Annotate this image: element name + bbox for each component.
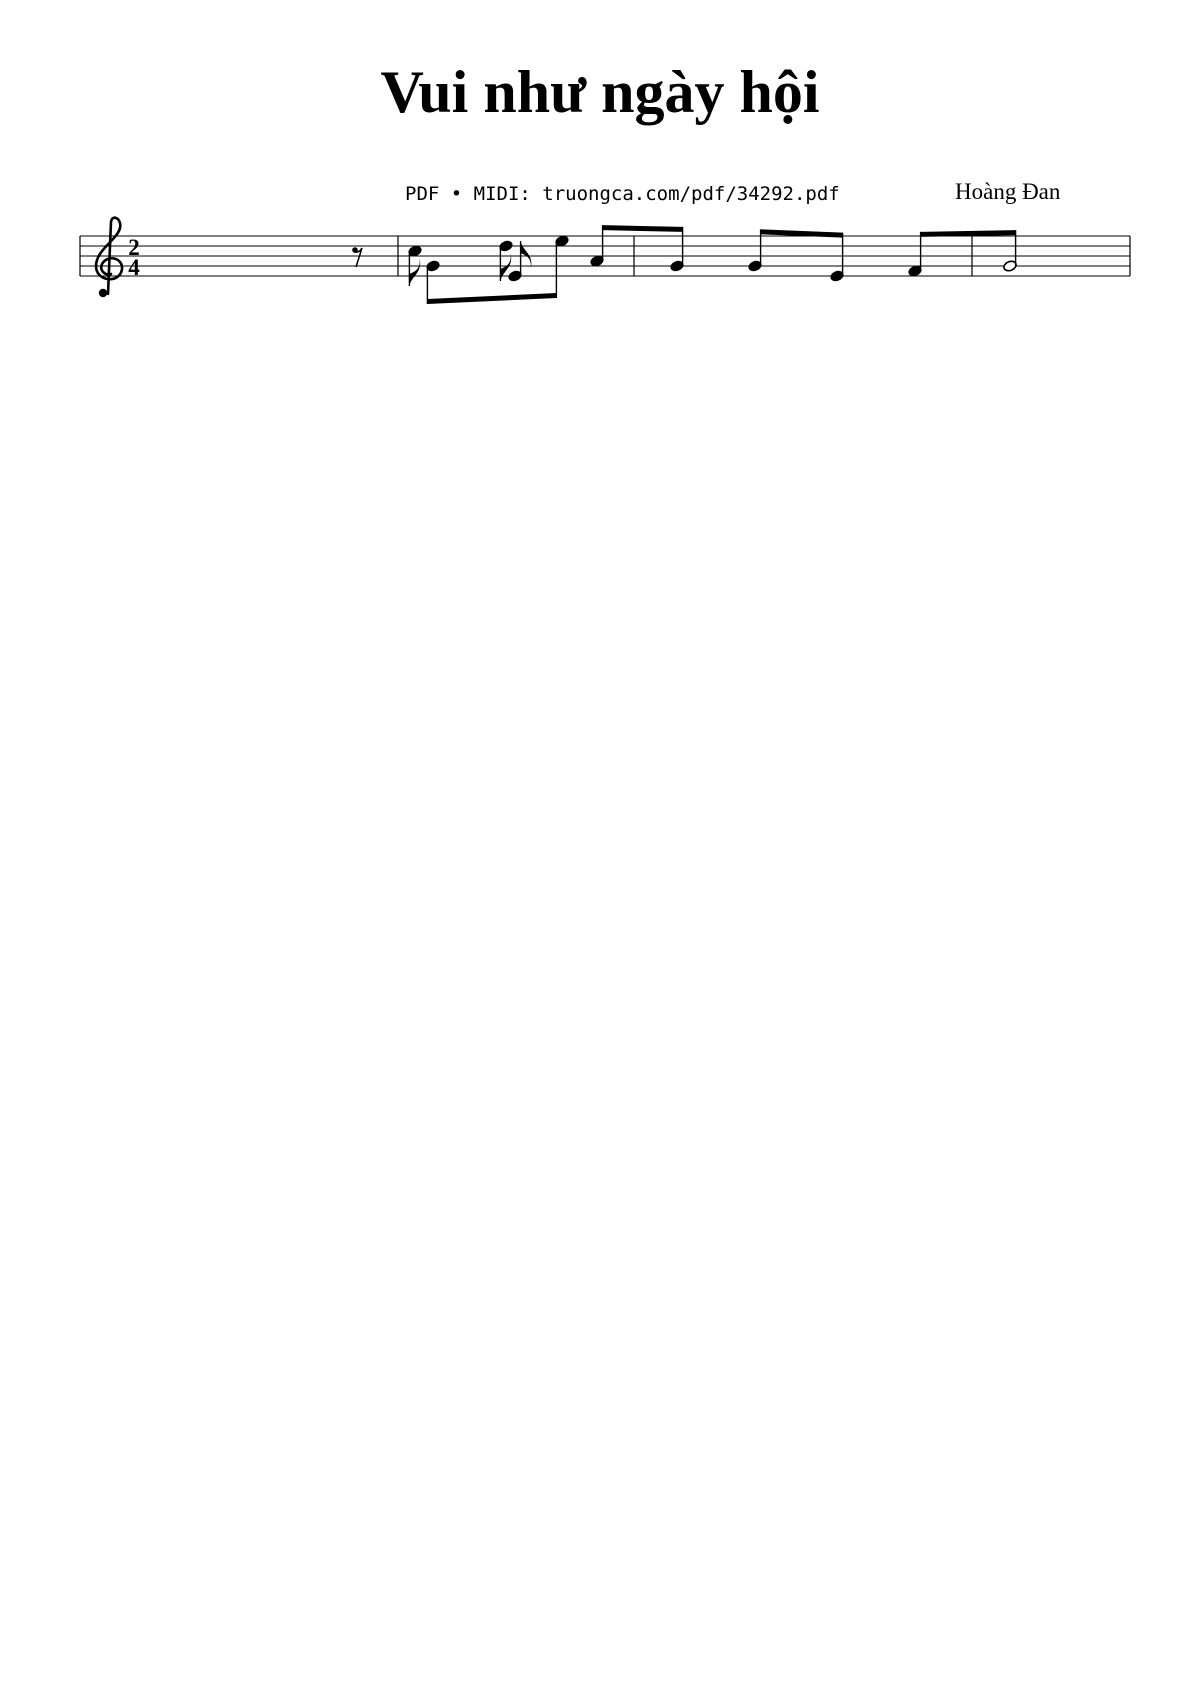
note [670,227,685,273]
beam [603,225,683,232]
note-flag [521,241,532,269]
treble-clef-icon [96,218,122,297]
note [830,233,845,283]
eighth-rest [352,247,362,267]
note [408,245,423,286]
note [908,232,923,278]
note [1003,230,1018,272]
clef-dot [99,289,107,297]
beam [427,293,556,304]
time-signature-top: 2 [128,235,140,260]
time-signature-bottom: 4 [128,255,140,280]
source-url: truongca.com/pdf/34292.pdf [542,183,840,205]
staff-system [80,225,1130,304]
composer-name: Hoàng Đan [955,179,1061,204]
note-flag [409,258,420,286]
note [426,260,441,304]
source-prefix: PDF • MIDI: [405,183,531,205]
song-title: Vui như ngày hội [380,59,820,125]
